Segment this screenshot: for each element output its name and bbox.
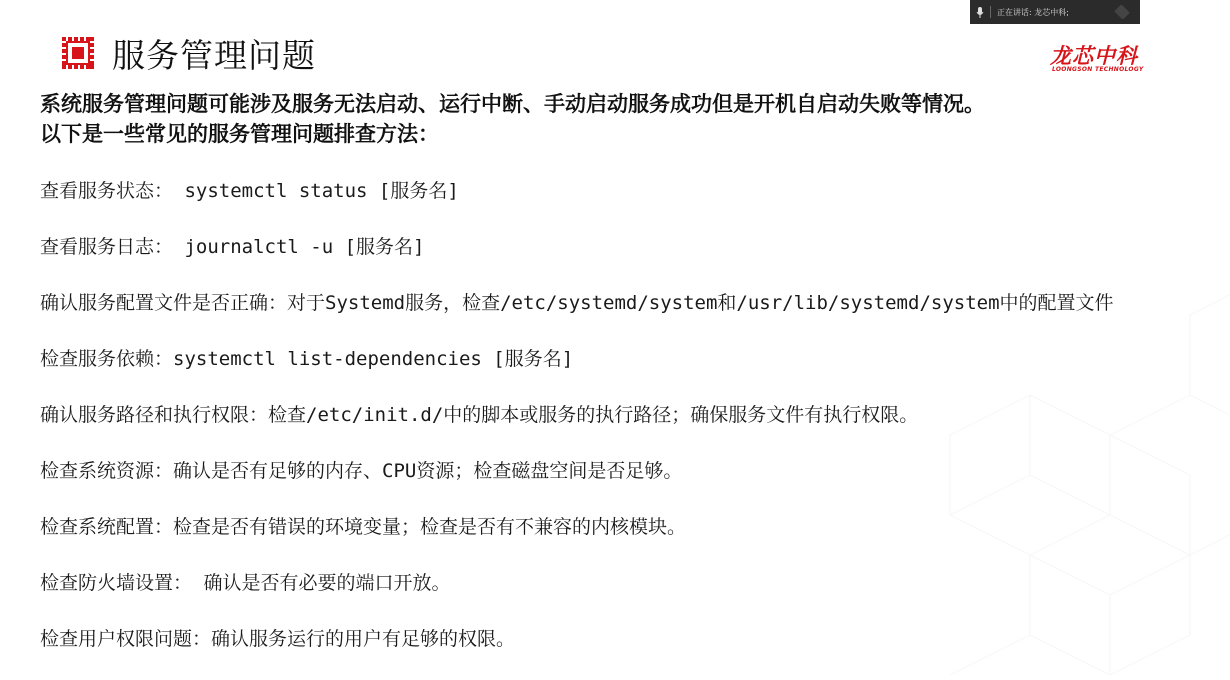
list-item: 检查防火墙设置： 确认是否有必要的端口开放。 <box>40 572 451 594</box>
list-item: 检查系统资源：确认是否有足够的内存、CPU资源；检查磁盘空间是否足够。 <box>40 460 683 482</box>
divider <box>990 6 991 18</box>
list-item: 确认服务配置文件是否正确：对于Systemd服务，检查/etc/systemd/system和/usr/lib/systemd/system中的配置文件 <box>40 292 1114 314</box>
troubleshooting-list <box>40 176 1114 680</box>
list-item: 查看服务日志： journalctl -u [服务名] <box>40 236 425 258</box>
list-item: 确认服务路径和执行权限：检查/etc/init.d/中的脚本或服务的执行路径；确保服务文件有执行权限。 <box>40 404 919 426</box>
speaker-avatar <box>1112 5 1134 19</box>
list-item: 检查用户权限问题：确认服务运行的用户有足够的权限。 <box>40 628 516 650</box>
speaker-indicator <box>970 0 1140 24</box>
chip-icon <box>58 33 98 73</box>
slide-title: 服务管理问题 <box>112 36 316 75</box>
loongson-logo: 龙芯中科 <box>1050 44 1138 68</box>
speaker-text: 正在讲话: 龙芯中科; <box>997 7 1069 17</box>
microphone-icon <box>976 7 984 18</box>
list-item: 检查服务依赖：systemctl list-dependencies [服务名] <box>40 348 574 370</box>
intro-line: 系统服务管理问题可能涉及服务无法启动、运行中断、手动启动服务成功但是开机自启动失败等情况。 <box>40 92 985 116</box>
list-item: 查看服务状态： systemctl status [服务名] <box>40 180 459 202</box>
intro-text <box>40 89 1225 149</box>
list-item: 检查系统配置：检查是否有错误的环境变量；检查是否有不兼容的内核模块。 <box>40 516 687 538</box>
intro-line: 以下是一些常见的服务管理问题排查方法： <box>40 122 439 146</box>
loongson-logo-subtitle: LOONGSON TECHNOLOGY <box>1052 66 1144 73</box>
